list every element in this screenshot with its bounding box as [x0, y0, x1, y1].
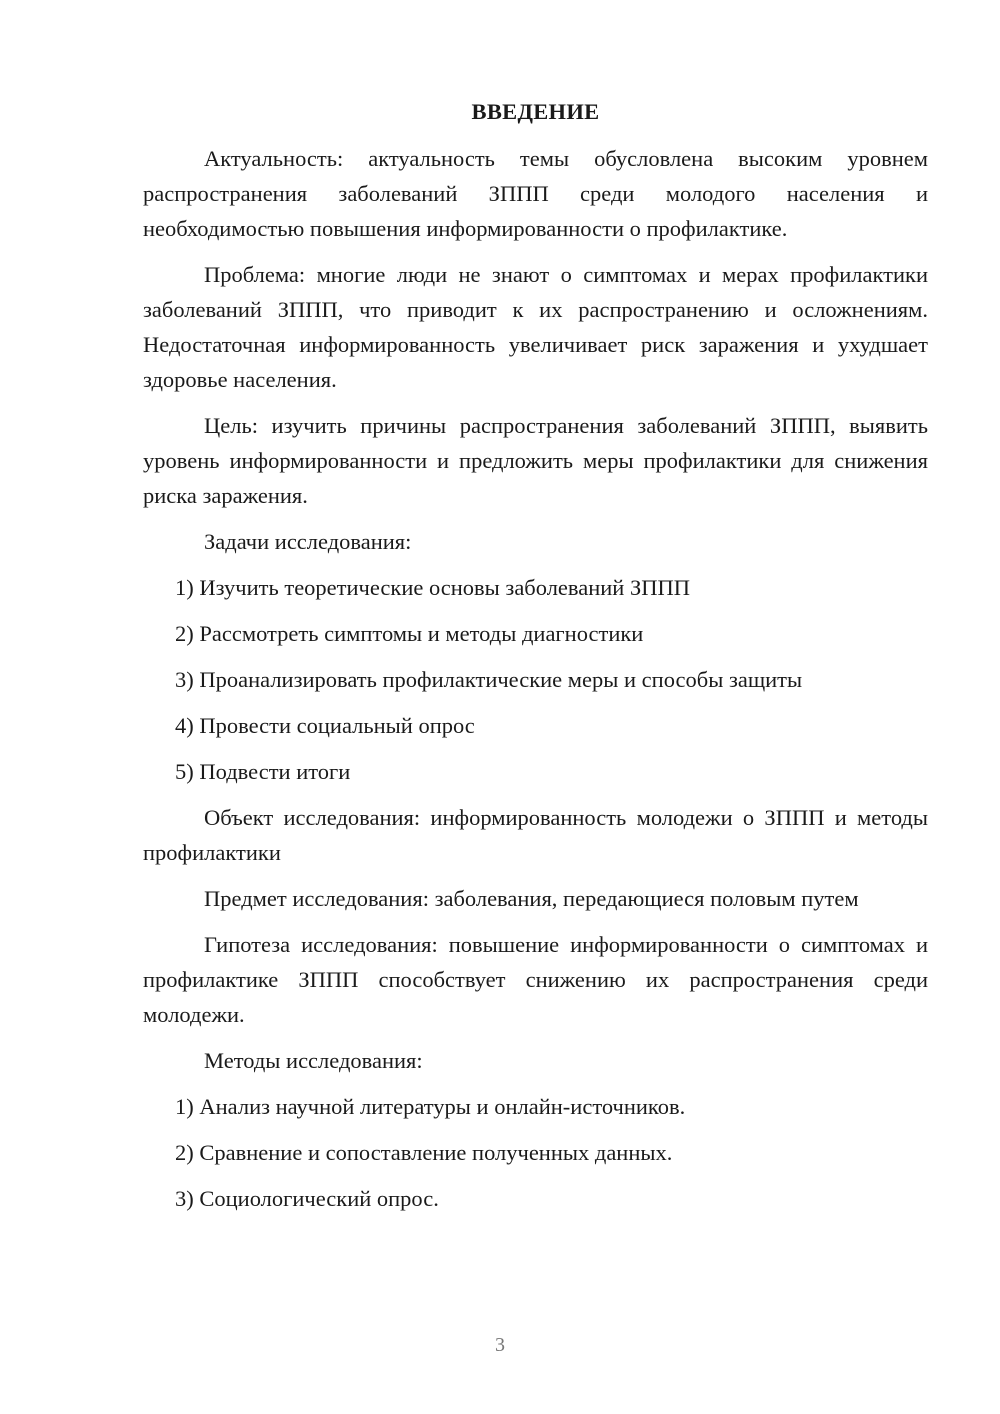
paragraph-subject: Предмет исследования: заболевания, передающиеся половым путем	[204, 886, 859, 911]
section-heading: ВВЕДЕНИЕ	[471, 99, 600, 124]
page-number: 3	[495, 1334, 505, 1356]
paragraph-goal: Цель: изучить причины распространения заболеваний ЗППП, выявить уровень информированности и предложить меры профилактики для снижения риска заражения.	[143, 413, 928, 508]
paragraph-problem: Проблема: многие люди не знают о симптомах и мерах профилактики заболеваний ЗППП, что приводит к их распространению и осложнениям. Недостаточная информированность увеличивает риск заражения и ухудшает здоровье населения.	[143, 262, 928, 392]
list-item: 5) Подвести итоги	[175, 759, 351, 784]
paragraph-hypothesis: Гипотеза исследования: повышение информированности о симптомах и профилактике ЗППП способствует снижению их распространения среди молодежи.	[143, 932, 928, 1027]
tasks-label: Задачи исследования:	[204, 529, 412, 554]
list-item: 1) Анализ научной литературы и онлайн-источников.	[175, 1094, 686, 1119]
list-item: 3) Проанализировать профилактические меры и способы защиты	[175, 667, 803, 692]
paragraph-object: Объект исследования: информированность молодежи о ЗППП и методы профилактики	[143, 805, 928, 865]
page-content	[143, 94, 928, 1227]
list-item: 3) Социологический опрос.	[175, 1186, 439, 1211]
list-item: 2) Рассмотреть симптомы и методы диагностики	[175, 621, 644, 646]
tasks-list	[143, 570, 928, 789]
paragraph-relevance: Актуальность: актуальность темы обусловлена высоким уровнем распространения заболеваний ЗППП среди молодого населения и необходимостью повышения информированности о профилактике.	[143, 146, 928, 241]
methods-label: Методы исследования:	[204, 1048, 423, 1073]
methods-list	[143, 1089, 928, 1216]
list-item: 4) Провести социальный опрос	[175, 713, 475, 738]
list-item: 2) Сравнение и сопоставление полученных данных.	[175, 1140, 673, 1165]
list-item: 1) Изучить теоретические основы заболеваний ЗППП	[175, 575, 690, 600]
